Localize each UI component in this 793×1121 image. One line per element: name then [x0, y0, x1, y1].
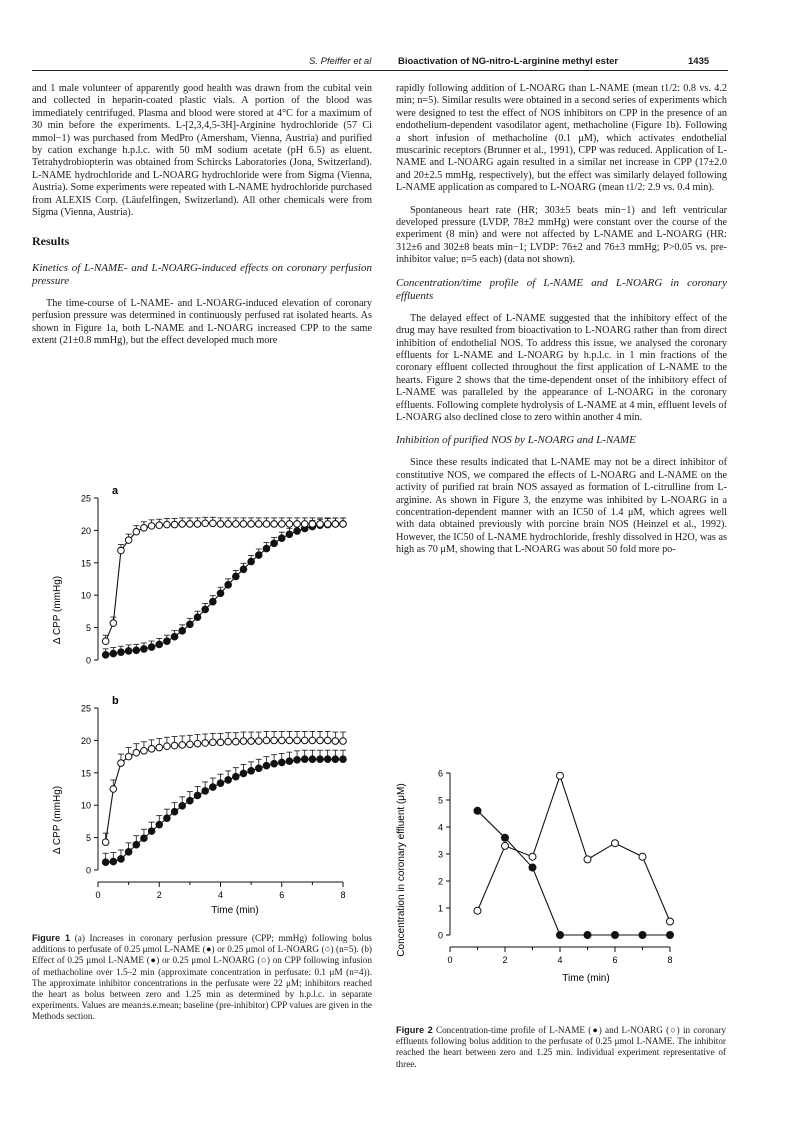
filled-data-point — [202, 788, 209, 795]
open-series-line — [106, 523, 343, 641]
open-data-point — [202, 520, 209, 527]
open-data-point — [332, 521, 339, 528]
right-paragraph-4: Since these results indicated that L-NAME may not be a direct inhibitor of constitutive NOS, we compared the effects of L-NOARG and L-NAME on the activity of purified rat brain NOS assayed as formation of L-citrulline from L-arginine. As shown in Figure 3, the enzyme was inhibited by L-NOARG in a concentration-dependent manner with an IC50 of 1.4 μM, which agrees well with data obtained previously with porcine brain NOS (Heinzel et al., 1992). However, the IC50 of L-NAME hydrochloride, freshly dissolved in H2O, was as high as 70 μM, showing that L-NOARG was about 50 fold more po- — [396, 457, 727, 556]
right-column — [396, 83, 727, 567]
open-data-point — [164, 521, 171, 528]
x-tick-label: 4 — [217, 890, 224, 900]
open-data-point — [148, 523, 155, 530]
y-tick-label: 0 — [437, 930, 443, 941]
filled-data-point — [294, 757, 301, 764]
filled-series-line — [106, 759, 343, 862]
filled-data-point — [612, 932, 619, 939]
open-data-point — [225, 738, 232, 745]
open-data-point — [148, 746, 155, 753]
filled-data-point — [202, 606, 209, 613]
open-data-point — [187, 521, 194, 528]
filled-data-point — [271, 760, 278, 767]
open-data-point — [217, 521, 224, 528]
filled-data-point — [557, 932, 564, 939]
figure-2-caption — [396, 1025, 726, 1070]
filled-data-point — [278, 535, 285, 542]
figure-2-x-label: Time (min) — [562, 973, 610, 984]
y-tick-label: 4 — [437, 822, 443, 833]
filled-data-point — [164, 815, 171, 822]
open-data-point — [340, 738, 347, 745]
figure-2-caption-label: Figure 2 — [396, 1025, 433, 1035]
filled-data-point — [271, 540, 278, 547]
open-data-point — [263, 737, 270, 744]
open-data-point — [240, 521, 247, 528]
filled-data-point — [141, 646, 148, 653]
filled-data-point — [324, 756, 331, 763]
page-number: 1435 — [688, 56, 710, 67]
open-data-point — [474, 907, 481, 914]
right-paragraph-1: rapidly following addition of L-NOARG than L-NAME (mean t1/2: 0.8 vs. 4.2 min; n=5). Similar results were obtained in a second series of experiments which were designed to test the effect of NOS inhibitors on CPP in the presence of an endothelium-dependent vasodilator agent, methacholine (Figure 1b). Following a short infusion of methacholine (0.1 μM), which activates endothelial muscarinic receptors (Brunner et al., 1991), CPP was reduced. Application of L-NAME and L-NOARG again resulted in a similar net increase in CPP (17±2.0 and 20±2.5 mmHg, respectively), but the effect was similarly delayed following L-NAME application as compared to L-NOARG (mean t1/2: 2.9 vs. 0.4 min). — [396, 83, 727, 194]
filled-data-point — [102, 652, 109, 659]
running-header-authors: S. Pfeiffer et al — [309, 56, 372, 67]
open-data-point — [240, 738, 247, 745]
open-data-point — [187, 741, 194, 748]
filled-data-point — [187, 797, 194, 804]
panel-b-label: b — [112, 695, 119, 707]
filled-data-point — [171, 808, 178, 815]
open-data-point — [171, 742, 178, 749]
open-data-point — [529, 853, 536, 860]
open-data-point — [278, 737, 285, 744]
y-tick-label: 0 — [85, 865, 91, 876]
open-data-point — [217, 739, 224, 746]
filled-series-line — [478, 811, 671, 935]
open-data-point — [233, 521, 240, 528]
filled-data-point — [225, 582, 232, 589]
open-data-point — [639, 853, 646, 860]
open-series-line — [106, 740, 343, 842]
open-data-point — [278, 521, 285, 528]
open-data-point — [164, 743, 171, 750]
filled-data-point — [133, 841, 140, 848]
filled-data-point — [667, 932, 674, 939]
open-data-point — [156, 744, 163, 751]
y-tick-label: 2 — [437, 876, 443, 887]
left-column — [32, 83, 372, 358]
y-tick-label: 25 — [80, 493, 91, 504]
open-data-point — [125, 753, 132, 760]
filled-data-point — [148, 828, 155, 835]
x-tick-label: 0 — [95, 890, 101, 900]
figure-2-y-label: Concentration in coronary effluent (μM) — [396, 783, 407, 957]
open-data-point — [194, 521, 201, 528]
filled-data-point — [248, 768, 255, 775]
open-data-point — [118, 547, 125, 554]
filled-data-point — [233, 573, 240, 580]
panel-a-label: a — [112, 485, 119, 497]
open-data-point — [294, 521, 301, 528]
open-data-point — [141, 525, 148, 532]
figure-1-y-label-b: Δ CPP (mmHg) — [52, 785, 63, 855]
filled-data-point — [217, 590, 224, 597]
filled-data-point — [263, 545, 270, 552]
figure-1-caption-label: Figure 1 — [32, 933, 71, 943]
filled-data-point — [294, 528, 301, 535]
open-data-point — [271, 737, 278, 744]
open-data-point — [233, 738, 240, 745]
filled-data-point — [255, 552, 262, 559]
open-data-point — [286, 737, 293, 744]
subheading-purified-nos: Inhibition of purified NOS by L-NOARG and L-NAME — [396, 434, 636, 447]
filled-data-point — [584, 932, 591, 939]
filled-data-point — [240, 566, 247, 573]
filled-data-point — [118, 856, 125, 863]
running-header-title: Bioactivation of NG-nitro-L-arginine methyl ester — [398, 56, 619, 67]
figure-1-caption-text: (a) Increases in coronary perfusion pressure (CPP; mmHg) following bolus additions to perfusate of 0.25 μmol L-NAME (●) or 0.25 μmol of L-NOARG (○) (n=5). (b) Effect of 0.25 μmol L-NAME (●) or 0.25 μmol L-NOARG (○) on CPP following infusion of methacholine over 1.5–2 min (approximate concentration in perfusate: 0.1 μM (n=4)). The approximate inhibitor concentrations in the perfusate were 22 μM; inhibitors reached the heart as bolus between zero and 1.25 min as determined by h.p.l.c. in separate experiments. Values are mean±s.e.mean; baseline (pre-inhibitor) CPP values are given in the Methods section. — [32, 933, 372, 1022]
figure-1-x-label: Time (min) — [211, 905, 259, 916]
open-data-point — [133, 749, 140, 756]
open-data-point — [194, 740, 201, 747]
open-data-point — [332, 738, 339, 745]
filled-data-point — [125, 648, 132, 655]
x-tick-label: 4 — [557, 955, 563, 965]
filled-data-point — [639, 932, 646, 939]
open-data-point — [317, 521, 324, 528]
filled-data-point — [148, 644, 155, 651]
filled-data-point — [102, 859, 109, 866]
open-data-point — [309, 521, 316, 528]
x-tick-label: 2 — [156, 890, 162, 900]
y-tick-label: 0 — [85, 655, 91, 666]
open-data-point — [248, 738, 255, 745]
filled-data-point — [156, 641, 163, 648]
filled-data-point — [118, 649, 125, 656]
open-data-point — [271, 521, 278, 528]
open-data-point — [301, 521, 308, 528]
open-data-point — [102, 839, 109, 846]
figure-2-chart — [396, 755, 726, 990]
open-data-point — [102, 638, 109, 645]
filled-data-point — [225, 777, 232, 784]
open-data-point — [171, 521, 178, 528]
open-data-point — [317, 737, 324, 744]
open-data-point — [210, 739, 217, 746]
filled-data-point — [317, 756, 324, 763]
open-data-point — [301, 737, 308, 744]
filled-data-point — [340, 756, 347, 763]
figure-1-chart — [30, 480, 375, 920]
filled-data-point — [194, 792, 201, 799]
open-data-point — [309, 737, 316, 744]
filled-data-point — [502, 834, 509, 841]
header-rule — [32, 70, 728, 71]
open-data-point — [210, 520, 217, 527]
filled-data-point — [286, 758, 293, 765]
y-tick-label: 6 — [437, 768, 443, 779]
x-tick-label: 6 — [612, 955, 618, 965]
open-data-point — [133, 528, 140, 535]
open-data-point — [179, 742, 186, 749]
y-tick-label: 25 — [80, 703, 91, 714]
open-data-point — [225, 521, 232, 528]
open-data-point — [125, 537, 132, 544]
filled-data-point — [179, 628, 186, 635]
y-tick-label: 15 — [80, 768, 91, 779]
open-data-point — [202, 740, 209, 747]
subheading-kinetics: Kinetics of L-NAME- and L-NOARG-induced effects on coronary perfusion pressure — [32, 261, 372, 287]
left-paragraph-1: and 1 male volunteer of apparently good health was drawn from the cubital vein and collected in heparin-coated plastic vials. A portion of the blood was immediately centrifuged. Plasma and blood were stored at 4°C for a maximum of 30 min before the experiments. L-[2,3,4,5-3H]-Arginine hydrochloride (57 Ci mmol−1) was purchased from MedPro (Amersham, Vienna, Austria) and purified by cation exchange h.p.l.c. with 50 mM sodium acetate (pH 6.5) as eluent. Tetrahydrobiopterin was obtained from Schircks Laboratories (Jona, Switzerland). L-NAME hydrochloride and L-NOARG hydrochloride were from Sigma (Vienna, Austria). Some experiments were repeated with L-NAME hydrochloride purchased from ALEXIS Corp. (Läufelfingen, Switzerland). All other chemicals were from Sigma (Vienna, Austria). — [32, 83, 372, 219]
open-data-point — [110, 786, 117, 793]
open-data-point — [286, 521, 293, 528]
filled-data-point — [309, 756, 316, 763]
y-tick-label: 5 — [85, 833, 91, 844]
filled-data-point — [301, 756, 308, 763]
y-tick-label: 15 — [80, 558, 91, 569]
y-tick-label: 1 — [437, 903, 443, 914]
filled-data-point — [171, 633, 178, 640]
open-data-point — [294, 737, 301, 744]
filled-data-point — [110, 650, 117, 657]
right-paragraph-2: Spontaneous heart rate (HR; 303±5 beats min−1) and left ventricular developed pressure (LVDP, 78±2 mmHg) were constant over the course of the experiment (8 min) and were not affected by L-NAME and L-NOARG (HR: 312±6 and 302±8 beats min−1; LVDP: 76±2 and 76±3 mmHg; P>0.05 vs. pre-inhibitor value; n=5 each) (data not shown). — [396, 204, 727, 266]
subheading-concentration-profile: Concentration/time profile of L-NAME and L-NOARG in coronary effluents — [396, 276, 727, 302]
filled-data-point — [248, 558, 255, 565]
filled-data-point — [125, 849, 132, 856]
open-data-point — [141, 747, 148, 754]
filled-data-point — [278, 759, 285, 766]
open-data-point — [324, 521, 331, 528]
x-tick-label: 6 — [279, 890, 285, 900]
filled-data-point — [263, 762, 270, 769]
open-data-point — [110, 620, 117, 627]
y-tick-label: 10 — [80, 590, 91, 601]
y-tick-label: 5 — [85, 623, 91, 634]
open-data-point — [179, 521, 186, 528]
x-tick-label: 0 — [447, 955, 453, 965]
open-data-point — [502, 842, 509, 849]
filled-data-point — [110, 858, 117, 865]
y-tick-label: 5 — [437, 795, 443, 806]
filled-data-point — [217, 780, 224, 787]
open-data-point — [584, 856, 591, 863]
open-data-point — [118, 760, 125, 767]
open-data-point — [667, 918, 674, 925]
filled-data-point — [240, 770, 247, 777]
open-data-point — [340, 521, 347, 528]
results-heading: Results — [32, 234, 70, 249]
y-tick-label: 3 — [437, 849, 443, 860]
filled-data-point — [255, 765, 262, 772]
x-tick-label: 8 — [667, 955, 673, 965]
open-data-point — [248, 521, 255, 528]
y-tick-label: 20 — [80, 525, 91, 536]
filled-data-point — [210, 598, 217, 605]
filled-data-point — [286, 531, 293, 538]
filled-data-point — [210, 784, 217, 791]
filled-data-point — [141, 835, 148, 842]
filled-data-point — [156, 821, 163, 828]
filled-data-point — [133, 647, 140, 654]
filled-data-point — [474, 807, 481, 814]
open-data-point — [263, 521, 270, 528]
right-paragraph-3: The delayed effect of L-NAME suggested that the inhibitory effect of the drug may have resulted from bioactivation to L-NOARG rather than from direct inhibition of endothelial NOS. To address this issue, we analysed the coronary effluents for L-NAME and L-NOARG by h.p.l.c. in 1 min fractions of the coronary effluent collected throughout the first application of L-NAME to the hearts. Figure 2 shows that the time-dependent onset of the inhibitory effect of L-NAME was paralleled by the appearance of L-NOARG in the coronary effluents. Following complete hydrolysis of L-NAME at 4 min, effluent levels of L-NOARG also declined close to zero within another 4 min. — [396, 312, 727, 423]
filled-data-point — [332, 756, 339, 763]
filled-data-point — [233, 773, 240, 780]
filled-series-line — [106, 524, 343, 655]
filled-data-point — [187, 621, 194, 628]
filled-data-point — [164, 638, 171, 645]
y-tick-label: 10 — [80, 800, 91, 811]
open-data-point — [255, 738, 262, 745]
left-paragraph-2: The time-course of L-NAME- and L-NOARG-induced elevation of coronary perfusion pressure was determined in continuously perfused rat isolated hearts. As shown in Figure 1a, both L-NAME and L-NOARG increased CPP to the same extent (21±0.8 mmHg), but the effect developed much more — [32, 297, 372, 347]
y-tick-label: 20 — [80, 735, 91, 746]
open-data-point — [255, 521, 262, 528]
open-data-point — [612, 840, 619, 847]
figure-2-caption-text: Concentration-time profile of L-NAME (●) and L-NOARG (○) in coronary effluents following bolus addition to the perfusate of 0.25 μmol L-NAME. The inhibitor reached the heart between zero and 1.25 min. Individual experiment representative of three. — [396, 1025, 726, 1069]
filled-data-point — [194, 614, 201, 621]
open-data-point — [324, 737, 331, 744]
x-tick-label: 2 — [502, 955, 508, 965]
figure-1-caption — [32, 933, 372, 1023]
filled-data-point — [179, 803, 186, 810]
filled-data-point — [529, 864, 536, 871]
open-data-point — [156, 522, 163, 529]
x-tick-label: 8 — [340, 890, 346, 900]
open-data-point — [557, 772, 564, 779]
figure-1-y-label-a: Δ CPP (mmHg) — [52, 575, 63, 645]
